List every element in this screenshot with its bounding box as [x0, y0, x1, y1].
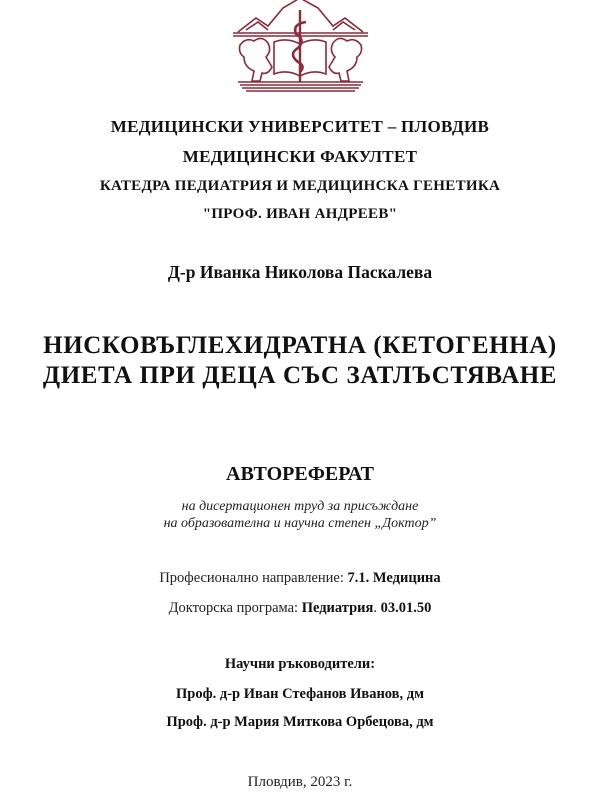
supervisor-1: Проф. д-р Иван Стефанов Иванов, дм — [176, 686, 424, 702]
description-line-2: на образователна и научна степен „Доктор” — [163, 516, 437, 531]
professional-field-value: 7.1. Медицина — [347, 570, 441, 586]
university-crest-logo — [228, 0, 373, 95]
department-name: КАТЕДРА ПЕДИАТРИЯ И МЕДИЦИНСКА ГЕНЕТИКА — [99, 178, 501, 194]
professional-field — [0, 570, 600, 587]
department-honorific: "ПРОФ. ИВАН АНДРЕЕВ" — [202, 206, 398, 222]
doctoral-program-separator: . — [373, 600, 381, 616]
author-name: Д-р Иванка Николова Паскалева — [167, 262, 433, 282]
doctoral-program-value: Педиатрия — [301, 600, 374, 616]
thesis-title-line-1: НИСКОВЪГЛЕХИДРАТНА (КЕТОГЕННА) — [43, 332, 557, 359]
doctoral-program — [0, 600, 600, 617]
doctoral-program-label: Докторска програма: — [168, 600, 302, 616]
crest-icon — [228, 0, 373, 95]
supervisors-heading: Научни ръководители: — [224, 656, 376, 672]
place-date: Пловдив, 2023 г. — [247, 774, 353, 790]
doctoral-program-code: 03.01.50 — [380, 600, 432, 616]
faculty-name: МЕДИЦИНСКИ ФАКУЛТЕТ — [182, 147, 418, 166]
description-line-1: на дисертационен труд за присъждане — [181, 499, 419, 514]
university-name: МЕДИЦИНСКИ УНИВЕРСИТЕТ – ПЛОВДИВ — [110, 117, 490, 136]
document-type: АВТОРЕФЕРАТ — [226, 463, 374, 485]
thesis-title-line-2: ДИЕТА ПРИ ДЕЦА СЪС ЗАТЛЪСТЯВАНЕ — [42, 362, 558, 389]
supervisor-2: Проф. д-р Мария Миткова Орбецова, дм — [166, 714, 434, 730]
professional-field-label: Професионално направление: — [159, 570, 348, 586]
